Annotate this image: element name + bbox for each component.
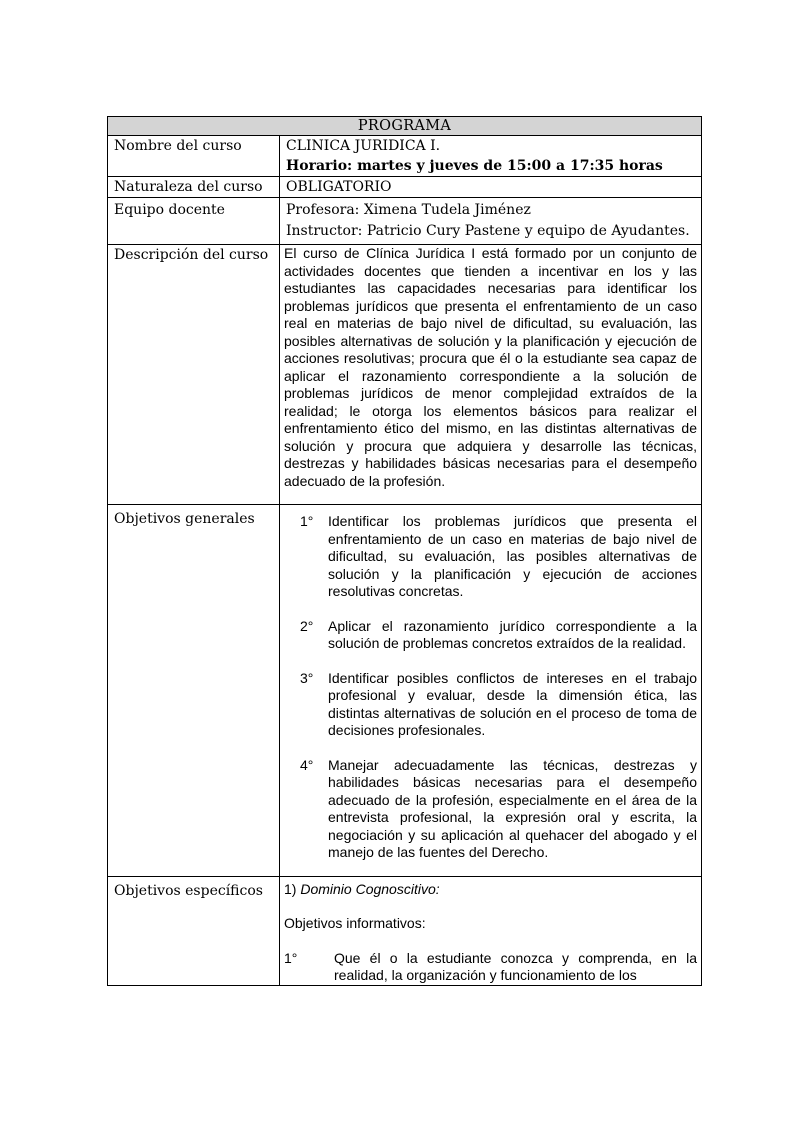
domain-heading	[284, 881, 697, 899]
label-naturaleza: Naturaleza del curso	[108, 177, 280, 198]
value-nombre	[280, 136, 702, 177]
item-number: 2°	[300, 617, 314, 634]
instructor: Instructor: Patricio Cury Pastene y equipo de Ayudantes.	[286, 223, 690, 239]
label-objetivos-especificos: Objetivos específicos	[108, 876, 280, 985]
item-text: Manejar adecuadamente las técnicas, destrezas y habilidades básicas necesarias para el desempeño adecuado de la profesión, especialmente en el área de la entrevista profesional, la expresión oral y escrita, la negociación y su aplicación al quehacer del abogado y el manejo de las fuentes del Derecho.	[328, 756, 698, 860]
row-objetivos-generales	[108, 505, 702, 877]
row-objetivos-especificos	[108, 876, 702, 985]
row-equipo	[108, 198, 702, 245]
label-nombre: Nombre del curso	[108, 136, 280, 177]
row-nombre	[108, 136, 702, 177]
domain-number: 1)	[284, 880, 297, 897]
row-descripcion	[108, 245, 702, 505]
item-text: Aplicar el razonamiento jurídico correspondiente a la solución de problemas concretos extraídos de la realidad.	[328, 617, 698, 651]
list-item	[290, 618, 697, 653]
value-naturaleza: OBLIGATORIO	[280, 177, 702, 198]
domain-name: Dominio Cognoscitivo:	[300, 880, 440, 897]
list-item	[290, 757, 697, 862]
list-item	[290, 513, 697, 601]
item-number: 1°	[300, 513, 314, 529]
list-item	[284, 950, 697, 985]
course-schedule: Horario: martes y jueves de 15:00 a 17:35 horas	[286, 158, 663, 174]
label-objetivos-generales: Objetivos generales	[108, 505, 280, 877]
label-descripcion: Descripción del curso	[108, 245, 280, 505]
subheading: Objetivos informativos:	[284, 915, 426, 931]
professor: Profesora: Ximena Tudela Jiménez	[286, 202, 531, 218]
course-name: CLINICA JURIDICA I.	[286, 138, 441, 154]
item-number: 4°	[300, 756, 314, 773]
table-header: PROGRAMA	[108, 117, 702, 136]
value-equipo	[280, 198, 702, 245]
item-number: 1°	[284, 949, 298, 966]
item-number: 3°	[300, 669, 314, 686]
label-equipo: Equipo docente	[108, 198, 280, 245]
value-objetivos-generales	[280, 505, 702, 877]
item-text: Identificar posibles conflictos de intereses en el trabajo profesional y evaluar, desde la dimensión ética, las distintas alternativas de solución en el proceso de toma de decisiones profesionales.	[328, 669, 698, 738]
list-item	[290, 670, 697, 740]
value-descripcion: El curso de Clínica Jurídica I está formado por un conjunto de actividades docentes que tienden a incentivar en los y las estudiantes las capacidades necesarias para identificar los problemas jurídicos que presenta el enfrentamiento de un caso real en materias de bajo nivel de dificultad, su evaluación, las posibles alternativas de solución y la planificación y ejecución de acciones resolutivas; procura que él o la estudiante sea capaz de aplicar el razonamiento correspondiente a la solución de problemas jurídicos de menor complejidad extraídos de la realidad; le otorga los elementos básicos para realizar el enfrentamiento ético del mismo, en las distintas alternativas de solución y procura que adquiera y desarrolle las técnicas, destrezas y habilidades básicas necesarias para el desempeño adecuado de la profesión.	[280, 245, 702, 505]
program-table	[107, 116, 702, 986]
item-text: Identificar los problemas jurídicos que presenta el enfrentamiento de un caso en materias de bajo nivel de dificultad, su evaluación, las posibles alternativas de solución y la planificación y ejecución de acciones resolutivas concretas.	[328, 513, 698, 599]
value-objetivos-especificos	[280, 876, 702, 985]
item-text: Que él o la estudiante conozca y comprenda, en la realidad, la organización y funcionamiento de los	[334, 949, 698, 983]
row-naturaleza	[108, 177, 702, 198]
